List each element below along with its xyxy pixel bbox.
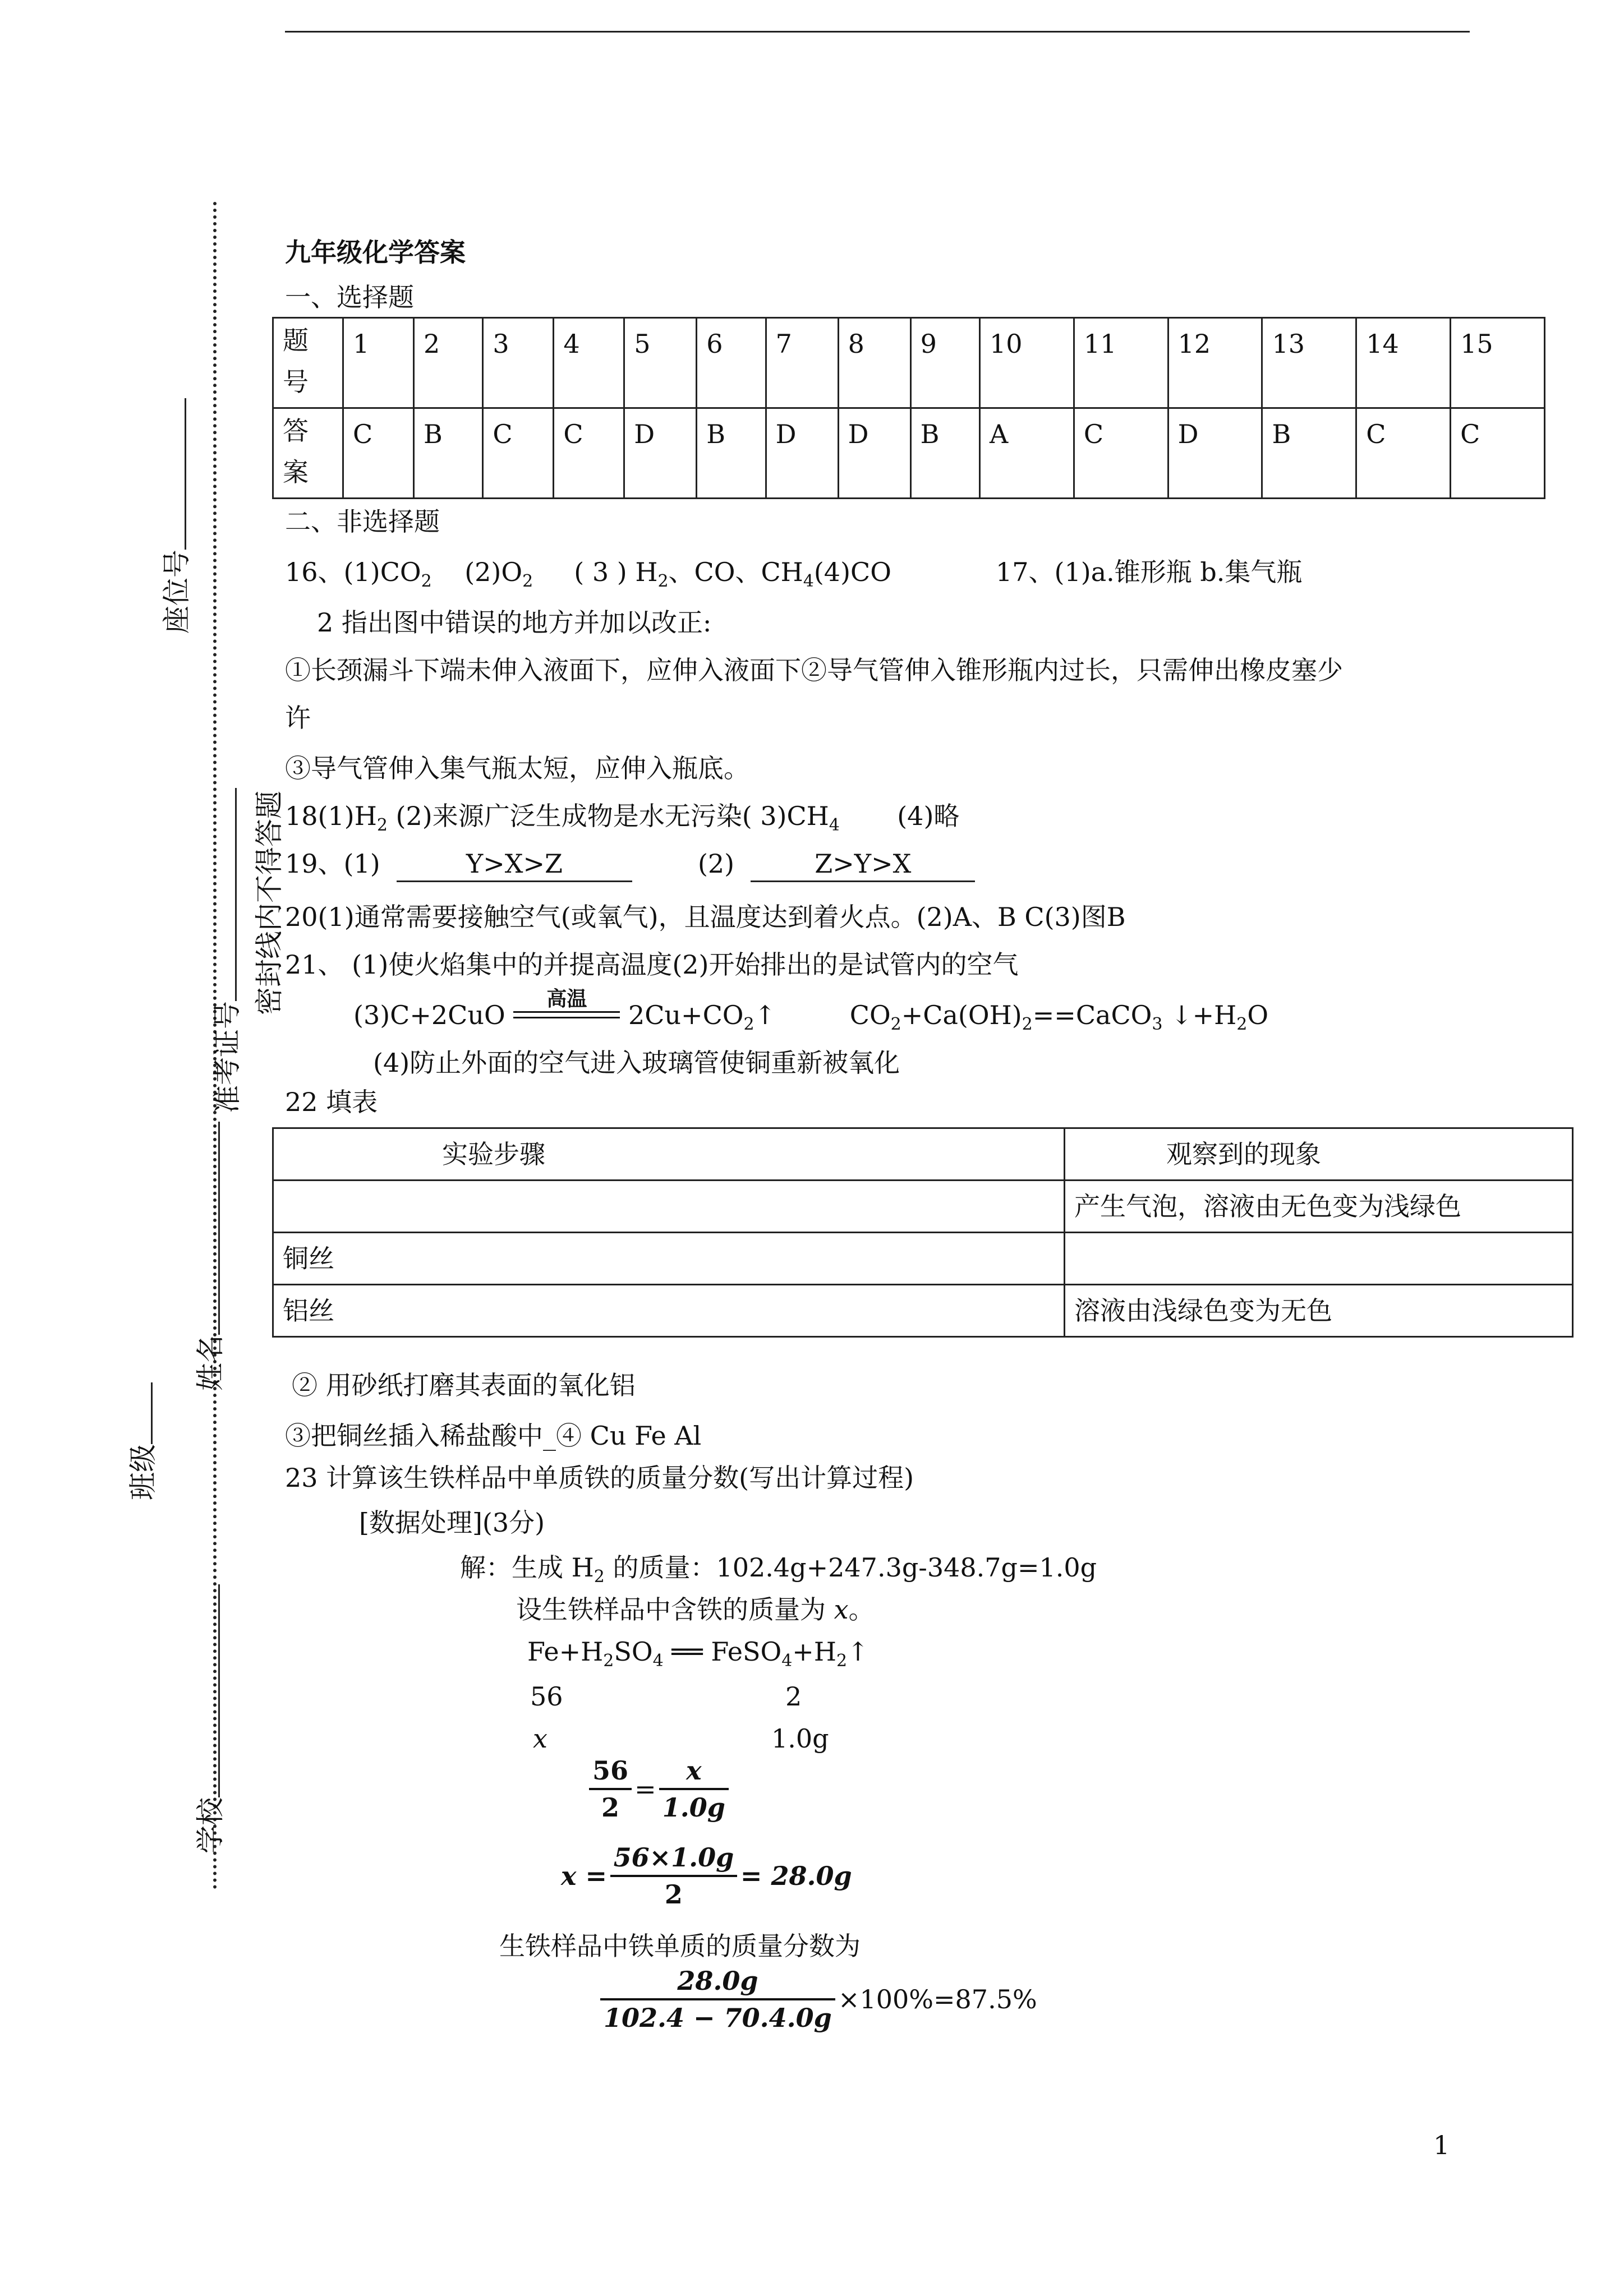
- section-choice-heading: 一、选择题: [285, 282, 414, 312]
- table-cell: 溶液由浅绿色变为无色: [1065, 1285, 1573, 1337]
- q19-answer: 19、(1) Y>X>Z (2) Z>Y>X: [285, 847, 975, 882]
- q17-line3: ③导气管伸入集气瓶太短，应伸入瓶底。: [285, 753, 749, 783]
- row-label-number: 题号: [273, 318, 343, 408]
- q23-solve-x: x = $\frac{56\times 1.0g}{2}$ = 28.0g: [561, 1842, 852, 1910]
- q17-line2: 许: [285, 703, 311, 733]
- choice-answer-table: [272, 317, 1545, 499]
- header-observation: 观察到的现象: [1065, 1128, 1573, 1181]
- q18-answer: $18(1)H_2$ (2)来源广泛生成物是水无污染( $3)CH_4$ (4)略: [285, 801, 960, 835]
- table-row: [273, 1233, 1573, 1285]
- table-cell: 13: [1262, 318, 1356, 408]
- table-cell: B: [697, 408, 766, 499]
- q17-part2: 2 指出图中错误的地方并加以改正:: [317, 607, 712, 638]
- table-row: [273, 1128, 1573, 1181]
- q17-answer: 17、(1)a.锥形瓶 b.集气瓶: [996, 557, 1303, 587]
- q19-blank2: Z>Y>X: [751, 847, 975, 882]
- table-cell: 15: [1451, 318, 1545, 408]
- q23-proportion: $\frac{56}{2}$ = $\frac{x}{1.0g}$: [589, 1755, 729, 1823]
- seal-notice: 密封线内不得答题: [247, 791, 280, 1015]
- table-cell: [1065, 1233, 1573, 1285]
- table-cell: 1: [343, 318, 414, 408]
- q17-line1: ①长颈漏斗下端未伸入液面下，应伸入液面下②导气管伸入锥形瓶内过长，只需伸出橡皮塞少: [285, 655, 1343, 685]
- table-cell: 12: [1168, 318, 1262, 408]
- table-cell: D: [766, 408, 838, 499]
- table-cell: C: [1074, 408, 1168, 499]
- q23-solution-line: 解：生成 $H_2$ 的质量：102.4g+247.3g-348.7g=1.0g: [460, 1552, 1097, 1587]
- reaction-condition: 高温: [513, 1009, 620, 1026]
- table-cell: B: [413, 408, 482, 499]
- table-cell: 4: [554, 318, 624, 408]
- experiment-table: [272, 1127, 1574, 1338]
- table-cell: D: [1168, 408, 1262, 499]
- class-field[interactable]: [121, 1360, 159, 1500]
- table-cell: 2: [413, 318, 482, 408]
- table-cell: B: [910, 408, 979, 499]
- table-cell: 铜丝: [273, 1233, 1065, 1285]
- table-row: [273, 408, 1545, 499]
- table-cell: C: [483, 408, 554, 499]
- name-field[interactable]: [188, 1099, 227, 1391]
- section-nonchoice-heading: 二、非选择题: [285, 506, 440, 537]
- table-cell: C: [343, 408, 414, 499]
- table-cell: 3: [483, 318, 554, 408]
- q21-line1: 21、 (1)使火焰集中的并提高温度(2)开始排出的是试管内的空气: [285, 949, 1019, 980]
- row-label-answer: 答案: [273, 408, 343, 499]
- table-row: [273, 318, 1545, 408]
- exam-id-field[interactable]: [205, 788, 243, 1113]
- table-cell: 8: [838, 318, 910, 408]
- page-number: 1: [1433, 2130, 1450, 2160]
- table-cell: D: [838, 408, 910, 499]
- table-row: [273, 1181, 1573, 1233]
- table-cell: D: [624, 408, 697, 499]
- q23-final: $\frac{28.0g}{102.4 - 70.4.0g}$ ×100%=87.5%: [600, 1966, 1037, 2033]
- table-cell: 11: [1074, 318, 1168, 408]
- class-label: 班级: [127, 1444, 159, 1500]
- table-cell: B: [1262, 408, 1356, 499]
- page-title: 九年级化学答案: [285, 237, 466, 268]
- q23-mass-h2: 1.0g: [771, 1723, 829, 1754]
- q20-answer: 20(1)通常需要接触空气(或氧气)，且温度达到着火点。(2)A、B C(3)图B: [285, 902, 1126, 932]
- table-cell: [273, 1181, 1065, 1233]
- table-cell: 5: [624, 318, 697, 408]
- q16-answer: 16、$(1)CO_2$ $(2)O_2$ ( 3 ) $H_2$、CO、$CH_4(4)CO$: [285, 557, 891, 591]
- seat-field[interactable]: [154, 409, 193, 634]
- school-label: 学校: [194, 1797, 227, 1854]
- q23-molar-mass-fe: 56: [530, 1681, 563, 1712]
- q23-molar-mass-h2: 2: [785, 1681, 802, 1712]
- table-row: [273, 1285, 1573, 1337]
- q22-note2: ② 用砂纸打磨其表面的氧化铝: [292, 1370, 636, 1400]
- q23-equation: $Fe+H_2SO_4$ ══ $FeSO_4+H_2↑$: [527, 1636, 869, 1671]
- table-cell: C: [1356, 408, 1451, 499]
- table-cell: 9: [910, 318, 979, 408]
- table-cell: 7: [766, 318, 838, 408]
- table-cell: C: [1451, 408, 1545, 499]
- table-cell: 产生气泡，溶液由无色变为浅绿色: [1065, 1181, 1573, 1233]
- seat-label: 座位号: [160, 550, 193, 634]
- q21-equations: (3)C+2CuO 高温 $2Cu+CO_2↑$ $CO_2+Ca(OH)_2==CaCO_3$ $↓+H_2O$: [353, 987, 1269, 1034]
- q23-fraction-text: 生铁样品中铁单质的质量分数为: [499, 1931, 861, 1961]
- q19-blank1: Y>X>Z: [397, 847, 632, 882]
- table-cell: A: [980, 408, 1074, 499]
- q21-line4: (4)防止外面的空气进入玻璃管使铜重新被氧化: [373, 1048, 900, 1078]
- table-cell: 6: [697, 318, 766, 408]
- q23-let: 设生铁样品中含铁的质量为 x。: [516, 1594, 875, 1625]
- q23-title: 23 计算该生铁样品中单质铁的质量分数(写出计算过程): [285, 1463, 914, 1493]
- exam-id-label: 准考证号: [211, 1001, 243, 1113]
- table-cell: C: [554, 408, 624, 499]
- q22-title: 22 填表: [285, 1087, 378, 1117]
- table-cell: 铝丝: [273, 1285, 1065, 1337]
- header-rule: [285, 31, 1470, 33]
- q23-var-x: x: [533, 1723, 548, 1754]
- q23-data-processing: [数据处理](3分): [359, 1507, 545, 1538]
- table-cell: 14: [1356, 318, 1451, 408]
- name-label: 姓名: [194, 1335, 227, 1391]
- header-step: 实验步骤: [273, 1128, 1065, 1181]
- q22-note3: ③把铜丝插入稀盐酸中_④ Cu Fe Al: [285, 1421, 702, 1451]
- table-cell: 10: [980, 318, 1074, 408]
- school-field[interactable]: [188, 1562, 227, 1854]
